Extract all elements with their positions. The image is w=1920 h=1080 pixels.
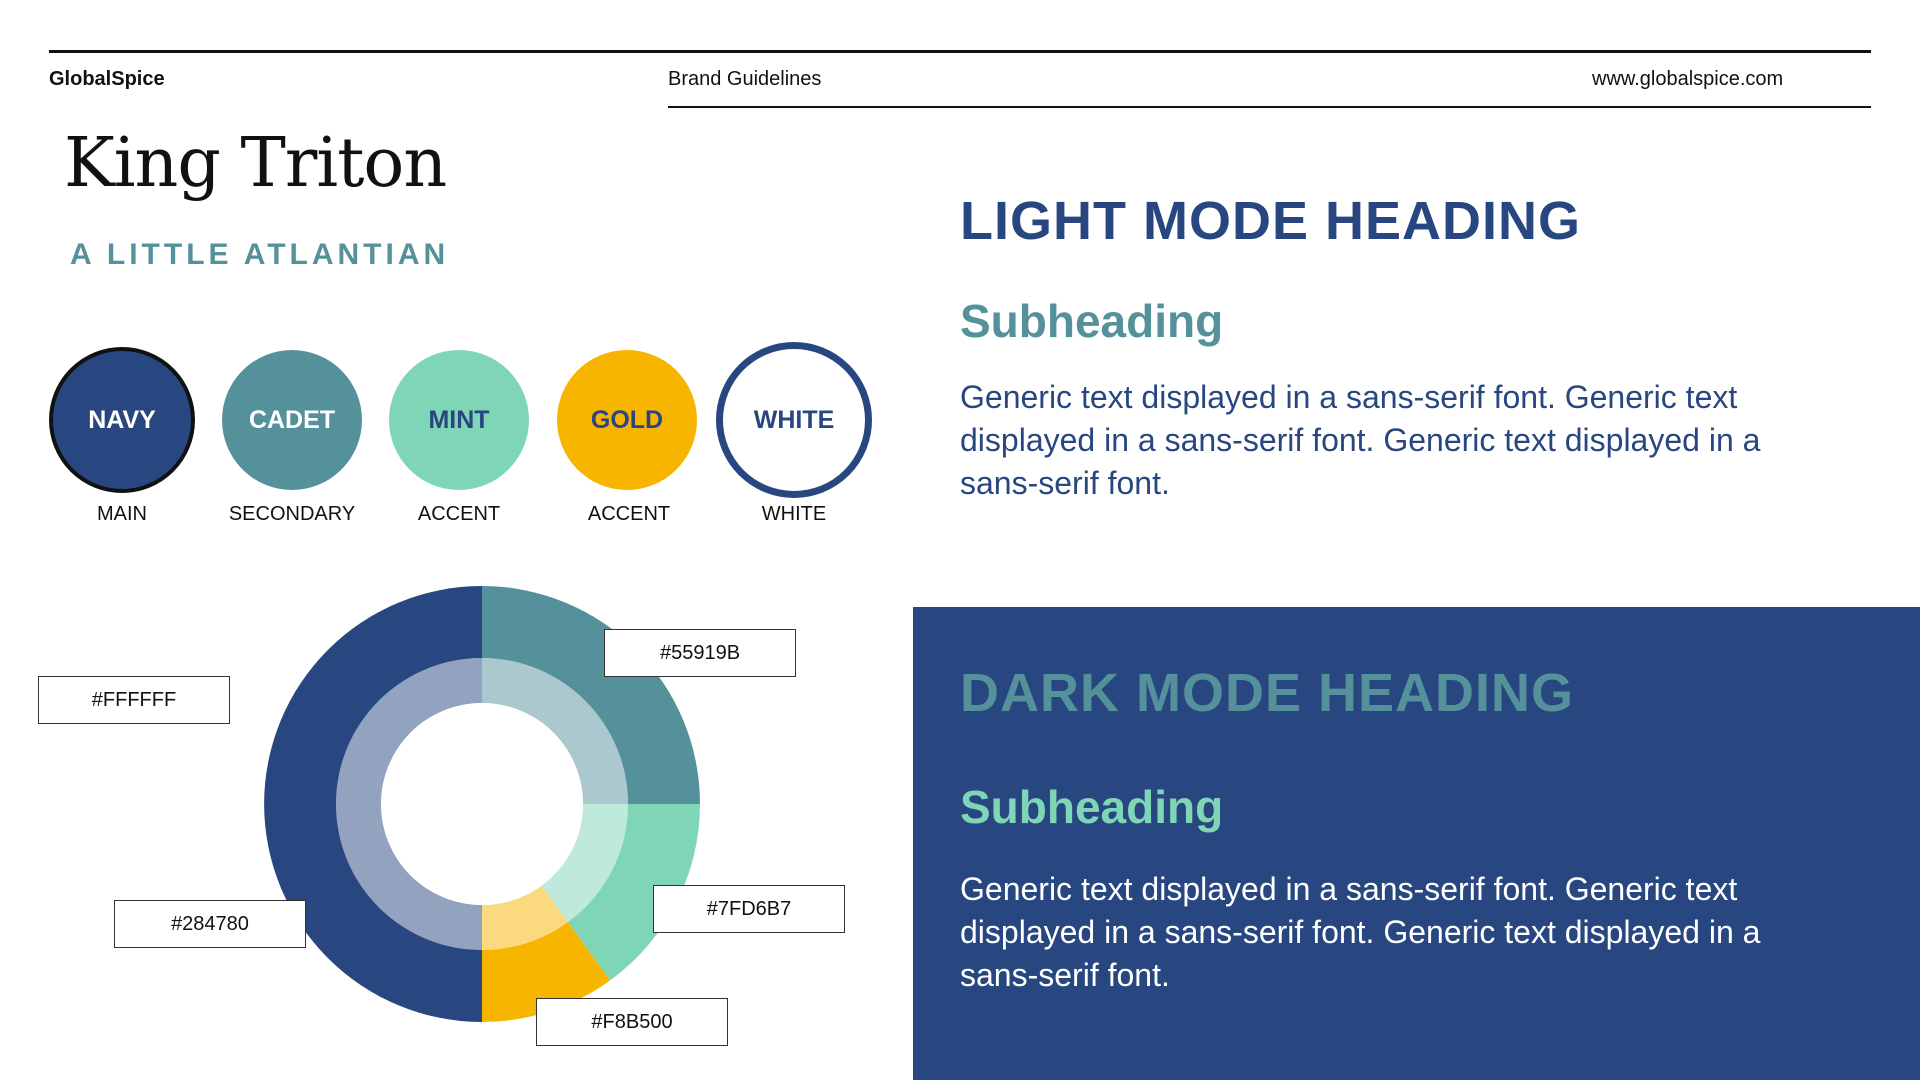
section-title: Brand Guidelines — [668, 68, 822, 90]
swatch-mint-role: ACCENT — [417, 503, 501, 525]
swatch-white-role: WHITE — [761, 503, 827, 525]
swatch-gold-label: GOLD — [590, 405, 664, 434]
light-mode-heading: LIGHT MODE HEADING — [960, 191, 1581, 251]
dark-mode-body: Generic text displayed in a sans-serif font. Generic text displayed in a sans-serif font. Generic text displayed in a sans-serif font. — [960, 871, 1761, 993]
website-link[interactable]: www.globalspice.com — [1592, 68, 1784, 90]
swatch-cadet-label: CADET — [248, 405, 336, 434]
hex-callout-white — [38, 676, 230, 724]
swatch-cadet-role: SECONDARY — [228, 503, 356, 525]
hex-callout-cadet — [604, 629, 796, 677]
donut-hole — [381, 703, 583, 905]
dark-mode-heading: DARK MODE HEADING — [960, 663, 1575, 723]
hex-callout-white-text: #FFFFFF — [91, 688, 177, 711]
hex-callout-gold-text: #F8B500 — [591, 1010, 673, 1033]
hex-callout-mint — [653, 885, 845, 933]
swatch-gold-role: ACCENT — [587, 503, 671, 525]
hex-callout-mint-text: #7FD6B7 — [706, 897, 792, 920]
page-title: King Triton — [64, 124, 447, 203]
brand-name: GlobalSpice — [49, 68, 165, 90]
hex-callout-navy — [114, 900, 306, 948]
hex-callout-cadet-text: #55919B — [659, 641, 741, 664]
swatch-white-label: WHITE — [753, 405, 835, 434]
hex-callout-gold — [536, 998, 728, 1046]
tagline: A LITTLE ATLANTIAN — [70, 238, 450, 271]
hex-callout-navy-text: #284780 — [171, 912, 249, 935]
light-mode-subheading: Subheading — [960, 295, 1224, 347]
light-mode-body: Generic text displayed in a sans-serif font. Generic text displayed in a sans-serif font. Generic text displayed in a sans-serif font. — [960, 379, 1761, 501]
swatch-navy-label: NAVY — [88, 405, 156, 434]
swatch-navy-role: MAIN — [97, 503, 147, 525]
dark-mode-subheading: Subheading — [960, 781, 1224, 833]
swatch-mint-label: MINT — [428, 405, 490, 434]
